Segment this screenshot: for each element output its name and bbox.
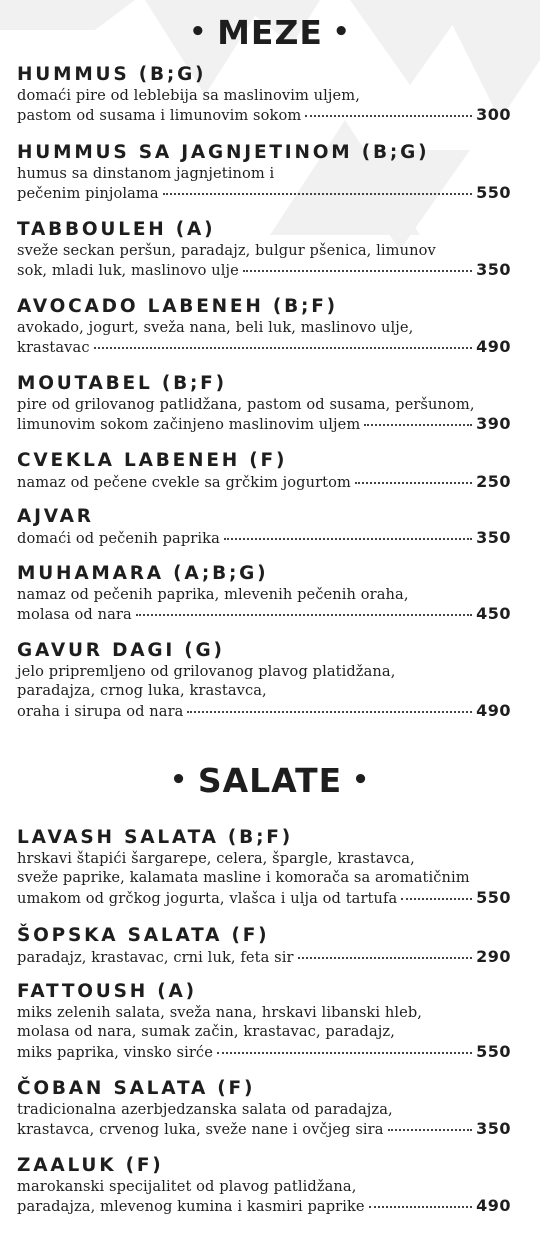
dot-leader bbox=[305, 115, 472, 117]
dot-leader bbox=[187, 711, 472, 713]
item-name: ČOBAN SALATA (F) bbox=[17, 1078, 256, 1099]
item-price-line bbox=[17, 888, 511, 908]
item-description: pečenim pinjolama bbox=[17, 185, 159, 203]
item-description: humus sa dinstanom jagnjetinom i bbox=[17, 165, 275, 182]
item-description: oraha i sirupa od nara bbox=[17, 702, 184, 720]
item-description: domaći od pečenih paprika bbox=[17, 530, 220, 547]
item-price: 290 bbox=[476, 947, 511, 966]
menu-item-zaaluk bbox=[17, 1155, 511, 1217]
item-name: MOUTABEL (B;F) bbox=[17, 373, 227, 394]
menu-item-gavur-dagi bbox=[17, 640, 511, 721]
item-price-line bbox=[17, 337, 511, 357]
item-price: 550 bbox=[476, 1041, 511, 1061]
menu-item-hummus bbox=[17, 64, 511, 126]
dot-leader bbox=[136, 614, 472, 616]
item-description: molasa od nara, sumak začin, krastavac, paradajz, bbox=[17, 1023, 395, 1041]
menu-item-fattoush bbox=[17, 981, 511, 1062]
item-description: krastavac bbox=[17, 339, 90, 357]
item-price: 350 bbox=[476, 260, 511, 280]
item-price-line bbox=[17, 1119, 511, 1139]
item-name: AJVAR bbox=[17, 506, 94, 527]
section-title-meze bbox=[0, 12, 540, 52]
item-description: pastom od susama i limunovim sokom bbox=[17, 107, 302, 125]
item-description: hrskavi štapići šargarepe, celera, špargle, krastavca, bbox=[17, 850, 415, 867]
menu-item-lavash-salata bbox=[17, 827, 511, 908]
dot-leader bbox=[298, 957, 473, 959]
item-price: 490 bbox=[476, 1196, 511, 1216]
item-price-line bbox=[17, 105, 511, 125]
section-title-text: MEZE bbox=[217, 13, 323, 52]
item-price-line bbox=[17, 604, 511, 624]
section-title-text: SALATE bbox=[197, 761, 343, 800]
item-price-line bbox=[17, 1042, 511, 1062]
item-description: namaz od pečenih paprika, mlevenih pečenih oraha, bbox=[17, 586, 409, 603]
menu-item-ajvar bbox=[17, 506, 511, 548]
menu-item-tabbouleh bbox=[17, 219, 511, 281]
item-name: HUMMUS SA JAGNJETINOM (B;G) bbox=[17, 142, 430, 163]
menu-item-sopska-salata bbox=[17, 925, 511, 967]
item-description: marokanski specijalitet od plavog patlidžana, bbox=[17, 1178, 357, 1195]
item-price-line bbox=[17, 472, 511, 492]
item-description: paradajz, krastavac, crni luk, feta sir bbox=[17, 949, 294, 966]
title-bullet-icon: • bbox=[189, 17, 208, 47]
menu-item-muhamara bbox=[17, 563, 511, 625]
item-name: ZAALUK (F) bbox=[17, 1155, 164, 1176]
item-name: ŠOPSKA SALATA (F) bbox=[17, 925, 270, 946]
item-description: avokado, jogurt, sveža nana, beli luk, maslinovo ulje, bbox=[17, 319, 414, 336]
item-description: sveže seckan peršun, paradajz, bulgur pšenica, limunov bbox=[17, 242, 436, 259]
menu-item-moutabel bbox=[17, 373, 511, 435]
item-price: 550 bbox=[476, 887, 511, 907]
item-name: CVEKLA LABENEH (F) bbox=[17, 450, 288, 471]
dot-leader bbox=[364, 424, 472, 426]
item-description: miks paprika, vinsko sirće bbox=[17, 1043, 213, 1061]
title-bullet-icon: • bbox=[352, 765, 370, 795]
item-price: 250 bbox=[476, 472, 511, 491]
item-description: paradajza, crnog luka, krastavca, bbox=[17, 682, 267, 700]
item-price-line bbox=[17, 183, 511, 203]
item-description: tradicionalna azerbjedzanska salata od paradajza, bbox=[17, 1101, 393, 1118]
item-price-line bbox=[17, 1196, 511, 1216]
item-price: 490 bbox=[476, 337, 511, 357]
item-description: sok, mladi luk, maslinovo ulje bbox=[17, 262, 239, 280]
item-price: 550 bbox=[476, 183, 511, 203]
item-description: limunovim sokom začinjeno maslinovim uljem bbox=[17, 416, 361, 434]
dot-leader bbox=[243, 270, 472, 272]
title-bullet-icon: • bbox=[332, 17, 351, 47]
item-price: 350 bbox=[476, 528, 511, 547]
menu-item-cvekla-labeneh bbox=[17, 450, 511, 492]
menu-item-coban-salata bbox=[17, 1078, 511, 1140]
item-description: sveže paprike, kalamata masline i komorača sa aromatičnim bbox=[17, 869, 470, 887]
item-price-line bbox=[17, 947, 511, 967]
section-title-salate bbox=[0, 760, 540, 800]
item-price: 490 bbox=[476, 700, 511, 720]
item-description: miks zelenih salata, sveža nana, hrskavi libanski hleb, bbox=[17, 1004, 423, 1021]
item-description: jelo pripremljeno od grilovanog plavog platidžana, bbox=[17, 663, 396, 680]
dot-leader bbox=[217, 1052, 472, 1054]
item-name: TABBOULEH (A) bbox=[17, 219, 216, 240]
menu-item-hummus-jagnjetina bbox=[17, 142, 511, 204]
title-bullet-icon: • bbox=[170, 765, 188, 795]
dot-leader bbox=[388, 1129, 473, 1131]
item-name: MUHAMARA (A;B;G) bbox=[17, 563, 269, 584]
dot-leader bbox=[224, 538, 472, 540]
item-description: molasa od nara bbox=[17, 606, 132, 624]
dot-leader bbox=[94, 347, 473, 349]
item-description: umakom od grčkog jogurta, vlašca i ulja od tartufa bbox=[17, 889, 398, 907]
dot-leader bbox=[369, 1206, 472, 1208]
item-price: 300 bbox=[476, 105, 511, 125]
item-description: paradajza, mlevenog kumina i kasmiri paprike bbox=[17, 1198, 365, 1216]
dot-leader bbox=[355, 482, 472, 484]
item-name: AVOCADO LABENEH (B;F) bbox=[17, 296, 338, 317]
menu-item-avocado-labeneh bbox=[17, 296, 511, 358]
item-price-line bbox=[17, 701, 511, 721]
item-description: domaći pire od leblebija sa maslinovim uljem, bbox=[17, 87, 360, 104]
item-price-line bbox=[17, 260, 511, 280]
dot-leader bbox=[401, 898, 472, 900]
item-name: FATTOUSH (A) bbox=[17, 981, 197, 1002]
item-price: 350 bbox=[476, 1119, 511, 1139]
item-description: krastavca, crvenog luka, sveže nane i ovčjeg sira bbox=[17, 1121, 384, 1139]
item-description: namaz od pečene cvekle sa grčkim jogurtom bbox=[17, 474, 351, 491]
dot-leader bbox=[163, 193, 472, 195]
item-price-line bbox=[17, 528, 511, 548]
item-price: 390 bbox=[476, 414, 511, 434]
item-name: HUMMUS (B;G) bbox=[17, 64, 207, 85]
item-description: pire od grilovanog patlidžana, pastom od susama, peršunom, bbox=[17, 396, 475, 413]
item-price-line bbox=[17, 414, 511, 434]
item-name: GAVUR DAGI (G) bbox=[17, 640, 225, 661]
item-name: LAVASH SALATA (B;F) bbox=[17, 827, 293, 848]
item-price: 450 bbox=[476, 604, 511, 624]
